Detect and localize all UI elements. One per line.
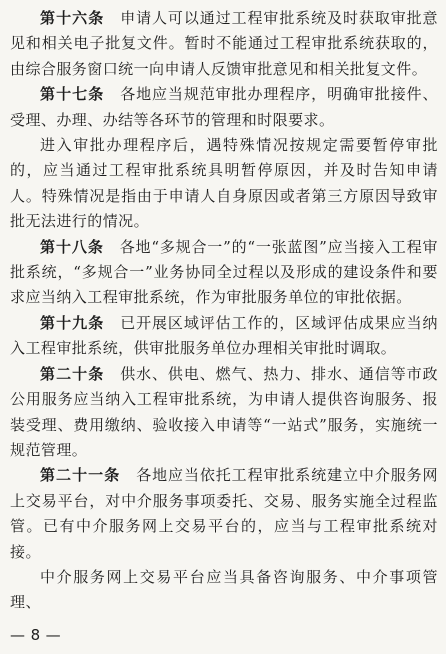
- article-text: 各地应当依托工程审批系统建立中介服务网上交易平台，对中介服务事项委托、交易、服务实施全过程监管。已有中介服务网上交易平台的，应当与工程审批系统对接。: [10, 466, 438, 561]
- article-text: 各地“多规合一”的“一张蓝图”应当接入工程审批系统，“多规合一”业务协同全过程以及形成的建设条件和要求应当纳入工程审批系统，作为审批服务单位的审批依据。: [10, 237, 439, 307]
- article-label: 第十七条: [40, 85, 105, 104]
- document-body: [10, 6, 438, 616]
- paragraph-text: 中介服务网上交易平台应当具备咨询服务、中介事项管理、: [10, 567, 438, 612]
- article-18: [10, 235, 438, 311]
- article-21: [10, 463, 438, 565]
- article-text: 申请人可以通过工程审批系统及时获取审批意见和相关电子批复文件。暂时不能通过工程审批系统获取的，由综合服务窗口统一向申请人反馈审批意见和相关批复文件。: [10, 9, 438, 78]
- article-text: 各地应当规范审批办理程序，明确审批接件、受理、办理、办结等各环节的管理和时限要求。: [10, 85, 438, 129]
- page-number: — 8 —: [10, 626, 62, 644]
- article-label: 第十九条: [40, 313, 105, 332]
- article-16: [10, 6, 438, 82]
- article-label: 第十八条: [40, 237, 104, 256]
- paragraph-text: 进入审批办理程序后，遇特殊情况按规定需要暂停审批的，应当通过工程审批系统具明暂停原因，并及时告知申请人。特殊情况是指由于申请人自身原因或者第三方原因导致审批无法进行的情况。: [10, 136, 438, 231]
- article-text: 供水、供电、燃气、热力、排水、通信等市政公用服务应当纳入工程审批系统，为申请人提供咨询服务、报装受理、费用缴纳、验收接入申请等“一站式”服务，实施统一规范管理。: [10, 364, 438, 459]
- article-label: 第二十条: [40, 364, 105, 383]
- article-17: [10, 82, 438, 133]
- article-17-continuation: [10, 133, 438, 235]
- article-20: [10, 362, 438, 464]
- article-19: [10, 311, 438, 362]
- article-label: 第二十一条: [40, 466, 121, 485]
- article-21-continuation: [10, 565, 438, 616]
- article-label: 第十六条: [40, 9, 105, 27]
- article-text: 已开展区域评估工作的，区域评估成果应当纳入工程审批系统，供审批服务单位办理相关审批时调取。: [10, 313, 438, 358]
